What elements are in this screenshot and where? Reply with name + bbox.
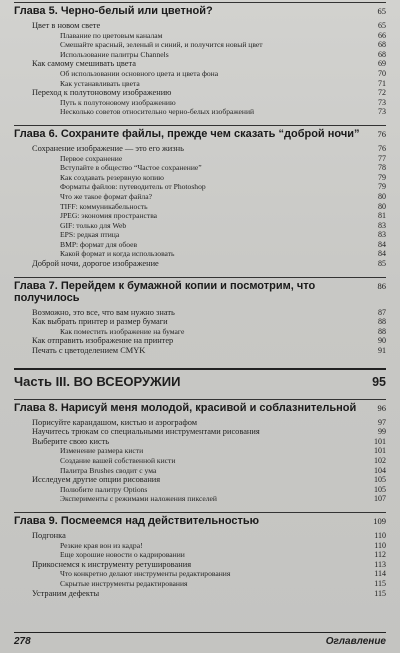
toc-entry-page: 84 <box>378 239 386 249</box>
toc-entry-page: 115 <box>374 588 386 598</box>
toc-entry <box>14 579 386 589</box>
toc-entry-page: 107 <box>374 494 386 504</box>
toc-entry <box>14 40 386 50</box>
toc-entry-page: 73 <box>378 97 386 107</box>
toc-entry <box>14 182 386 192</box>
chapter-page: 76 <box>377 128 386 139</box>
toc-entry-title: Использование палитры Channels <box>60 49 169 59</box>
chapter-title: Глава 5. Черно-белый или цветной? <box>14 5 213 17</box>
toc-entry <box>14 240 386 250</box>
toc-entry-title: GIF: только для Web <box>60 220 127 230</box>
toc-entry <box>14 569 386 579</box>
toc-entry-title: Об использовании основного цвета и цвета фона <box>60 68 219 78</box>
toc-entry-page: 85 <box>378 259 386 269</box>
toc-entry <box>14 550 386 560</box>
toc-entry-page: 81 <box>378 211 386 221</box>
toc-entry-title: Первое сохранение <box>60 153 123 163</box>
toc-entry <box>14 427 386 437</box>
toc-entry <box>14 485 386 495</box>
footer-page-number: 278 <box>14 636 31 647</box>
toc-entry-title: Создание вашей собственной кисти <box>60 456 176 465</box>
chapter-title: Глава 6. Сохраните файлы, прежде чем сказать “доброй ночи” <box>14 127 360 140</box>
toc-entry-title: Как устанавливать цвета <box>60 78 140 88</box>
toc-entry <box>14 336 386 346</box>
toc-entry-page: 115 <box>374 578 386 588</box>
toc-entry <box>14 69 386 79</box>
toc-entry-title: Доброй ночи, дорогое изображение <box>32 259 159 269</box>
chapter-heading <box>14 125 386 144</box>
chapter-page: 86 <box>377 280 386 291</box>
toc-entry <box>14 327 386 337</box>
toc-entry-title: Выберите свою кисть <box>32 436 110 446</box>
toc-entry-page: 80 <box>378 201 386 211</box>
toc-entry <box>14 107 386 117</box>
toc-entry-title: Палитра Brushes сводит с ума <box>60 465 157 475</box>
toc-entry-page: 88 <box>378 317 386 327</box>
toc-entry-title: JPEG: экономия пространства <box>60 211 158 221</box>
chapter-heading <box>14 399 386 418</box>
toc-entry-title: Научитесь трюкам со специальными инструментами рисования <box>32 427 260 437</box>
toc-entry-title: Вступайте в общество “Частое сохранение” <box>60 163 202 173</box>
toc-entry-title: Смешайте красный, зеленый и синий, и получится новый цвет <box>60 40 263 50</box>
toc-entry-page: 77 <box>378 153 386 163</box>
toc-entry-page: 105 <box>374 475 386 485</box>
toc-entry-page: 110 <box>374 540 386 550</box>
toc-entry <box>14 466 386 476</box>
toc-entry-page: 66 <box>378 30 386 40</box>
toc-entry <box>14 456 386 466</box>
toc-entry-page: 73 <box>378 107 386 117</box>
toc-entry-title: Как поместить изображение на бумаге <box>60 326 185 336</box>
toc-entry-title: Как самому смешивать цвета <box>32 59 136 69</box>
toc-entry <box>14 98 386 108</box>
toc-entry-page: 83 <box>378 230 386 240</box>
toc-entry-title: Сохранение изображение — это его жизнь <box>32 143 184 153</box>
part-page: 95 <box>372 374 386 389</box>
toc-entry-page: 101 <box>374 446 386 456</box>
toc-entry-title: Возможно, это все, что вам нужно знать <box>32 307 175 317</box>
toc-entry <box>14 211 386 221</box>
toc-entry-page: 90 <box>378 336 386 346</box>
chapter-page: 65 <box>377 6 386 16</box>
chapter-title: Глава 9. Посмеемся над действительностью <box>14 514 260 527</box>
toc-entry-title: Несколько советов относительно черно-белых изображений <box>60 107 255 117</box>
toc-entry-title: Порисуйте карандашом, кистью и аэрографом <box>32 417 198 427</box>
chapter-page: 109 <box>373 515 386 526</box>
toc-entry <box>14 21 386 31</box>
toc-entry-page: 87 <box>378 307 386 317</box>
toc-entry <box>14 163 386 173</box>
toc-entry-title: Как выбрать принтер и размер бумаги <box>32 317 168 327</box>
toc-entry-page: 84 <box>378 249 386 259</box>
toc-entry <box>14 418 386 428</box>
toc-entry <box>14 59 386 69</box>
toc-entry-page: 88 <box>378 326 386 336</box>
toc-entry-title: BMP: формат для обоев <box>60 239 138 249</box>
toc-entry <box>14 475 386 485</box>
toc-part3-chapters <box>14 399 386 599</box>
toc-entry-title: EPS: редкая птица <box>60 230 120 240</box>
toc-entry <box>14 541 386 551</box>
toc-entry-page: 97 <box>378 417 386 427</box>
toc-entry-page: 102 <box>374 456 386 465</box>
toc-entry-title: Путь к полутоновому изображению <box>60 97 176 107</box>
chapter-page: 96 <box>377 402 386 413</box>
toc-entry-title: Плавание по цветовым каналам <box>60 30 163 40</box>
toc-entry-title: Подгонка <box>32 530 66 540</box>
toc-entry-title: Еще хорошие новости о кадрировании <box>60 550 185 560</box>
toc-entry-page: 114 <box>374 569 386 579</box>
toc-entry <box>14 144 386 154</box>
toc-entry-title: Эксперименты с режимами наложения пикселей <box>60 494 217 504</box>
toc-entry-title: Что конкретно делают инструменты редактирования <box>60 569 231 579</box>
toc-entry-title: TIFF: коммуникабельность <box>60 201 148 211</box>
toc-entry <box>14 50 386 60</box>
toc-entry <box>14 560 386 570</box>
chapter-title: Глава 8. Нарисуй меня молодой, красивой и соблазнительной <box>14 401 357 414</box>
toc-entry <box>14 589 386 599</box>
toc-entry <box>14 346 386 356</box>
toc-entry <box>14 259 386 269</box>
toc-entry <box>14 192 386 202</box>
toc-entry-title: Скрытые инструменты редактирования <box>60 578 188 588</box>
toc-part2-chapters <box>14 2 386 356</box>
toc-entry <box>14 308 386 318</box>
toc-entry-title: Форматы файлов: путеводитель от Photoshop <box>60 182 206 192</box>
toc-entry <box>14 437 386 447</box>
toc-entry-page: 70 <box>378 68 386 78</box>
toc-entry-page: 113 <box>374 559 386 569</box>
toc-entry-page: 78 <box>378 163 386 173</box>
toc-entry <box>14 79 386 89</box>
toc-entry-page: 80 <box>378 191 386 201</box>
part-heading <box>14 368 386 391</box>
chapter-heading <box>14 512 386 531</box>
toc-entry-page: 72 <box>378 88 386 98</box>
toc-entry <box>14 249 386 259</box>
toc-entry <box>14 31 386 41</box>
toc-entry-title: Исследуем другие опции рисования <box>32 475 161 485</box>
toc-entry <box>14 494 386 504</box>
toc-entry-page: 105 <box>374 484 386 494</box>
toc-entry <box>14 88 386 98</box>
toc-entry <box>14 446 386 456</box>
toc-entry-page: 112 <box>374 550 386 560</box>
toc-entry-page: 65 <box>378 21 386 30</box>
toc-entry-title: Устраним дефекты <box>32 588 100 598</box>
toc-entry <box>14 173 386 183</box>
toc-entry-title: Печать с цветоделением CMYK <box>32 346 146 356</box>
part-title: Часть III. ВО ВСЕОРУЖИИ <box>14 373 181 389</box>
chapter-title: Глава 7. Перейдем к бумажной копии и посмотрим, что получилось <box>14 279 316 304</box>
toc-entry-title: Какой формат и когда использовать <box>60 249 175 259</box>
toc-entry-page: 79 <box>378 172 386 182</box>
toc-entry-page: 69 <box>378 59 386 69</box>
toc-entry-title: Изменение размера кисти <box>60 446 144 456</box>
toc-entry-title: Полюбите палитру Options <box>60 484 148 494</box>
footer-section-title: Оглавление <box>325 636 386 647</box>
toc-entry-title: Прикоснемся к инструменту ретуширования <box>32 559 192 569</box>
toc-entry-title: Как создавать резервную копию <box>60 172 164 182</box>
toc-entry-title: Что же такое формат файла? <box>60 191 152 201</box>
toc-entry-page: 104 <box>374 465 386 475</box>
toc-entry <box>14 230 386 240</box>
toc-entry-page: 76 <box>378 143 386 153</box>
chapter-heading <box>14 277 386 308</box>
toc-entry-page: 83 <box>378 220 386 230</box>
toc-entry <box>14 202 386 212</box>
toc-entry-title: Цвет в новом свете <box>32 21 101 30</box>
toc-entry-page: 91 <box>378 346 386 356</box>
toc-entry <box>14 531 386 541</box>
chapter-heading <box>14 2 386 21</box>
toc-entry-page: 99 <box>378 427 386 437</box>
toc-entry-page: 71 <box>378 78 386 88</box>
toc-entry-page: 68 <box>378 40 386 50</box>
toc-entry-page: 79 <box>378 182 386 192</box>
toc-entry-title: Переход к полутоновому изображению <box>32 88 172 98</box>
toc-entry-title: Как отправить изображение на принтер <box>32 336 174 346</box>
toc-entry <box>14 221 386 231</box>
page-footer <box>14 632 386 647</box>
toc-entry-page: 101 <box>374 436 386 446</box>
toc-entry <box>14 154 386 164</box>
toc-entry-page: 68 <box>378 49 386 59</box>
toc-entry-title: Резкие края вон из кадра! <box>60 540 143 550</box>
toc-entry <box>14 317 386 327</box>
toc-entry-page: 110 <box>374 530 386 540</box>
